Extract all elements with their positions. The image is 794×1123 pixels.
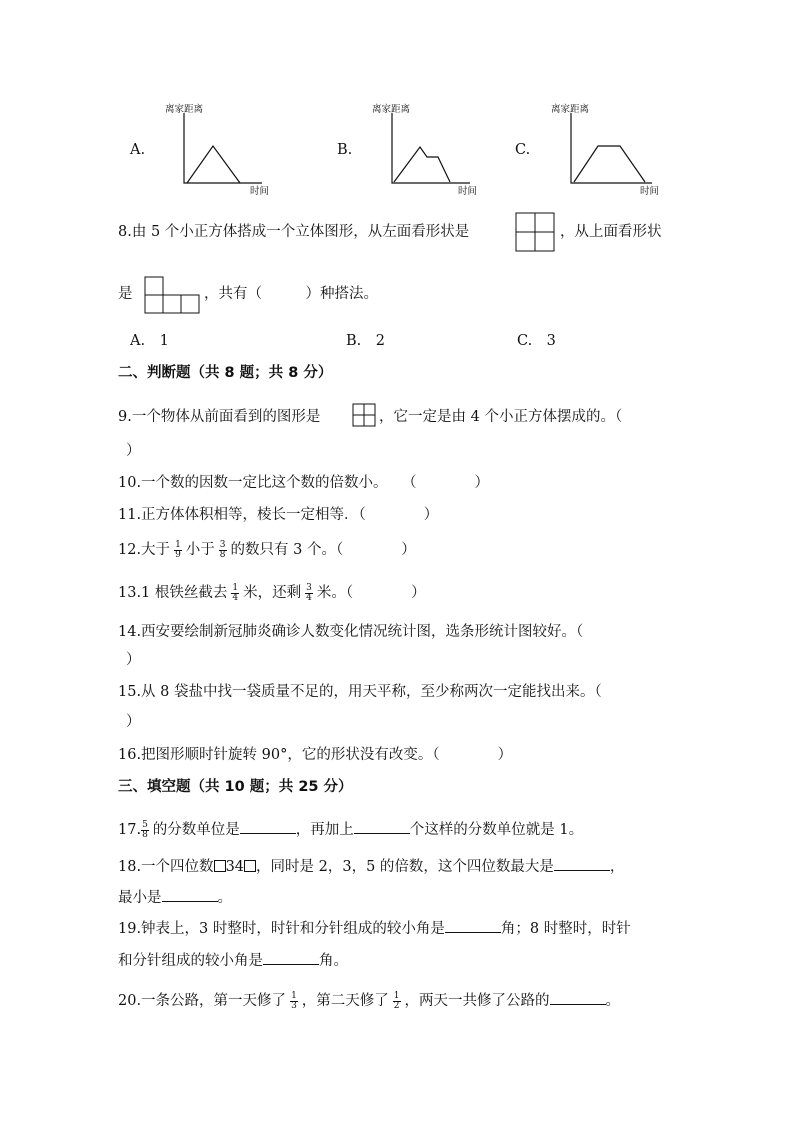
q18-end: ， [609, 859, 625, 875]
q17-blank-1[interactable] [240, 819, 296, 834]
q19-mid: 角；8 时整时，时针 [500, 921, 631, 937]
q8-option-b[interactable]: B. 2 [346, 333, 385, 349]
q17-mid2: ，再加上 [295, 822, 354, 838]
section-3-title: 三、填空题（共 10 题；共 25 分） [118, 779, 353, 795]
q17-fraction: $\frac{5}{8}$ [142, 819, 148, 840]
q8-line2-tail: ，共有（ ）种搭法。 [204, 286, 378, 302]
q20-fraction-1: $\frac{1}{3}$ [291, 990, 297, 1011]
q20-blank[interactable] [550, 990, 606, 1005]
q8-line2-head: 是 [118, 286, 133, 302]
q19-line1 [118, 918, 631, 939]
q18-line2-end: 。 [217, 890, 232, 906]
q12-tail: 的数只有 3 个。（ ） [230, 542, 416, 558]
q13-head: 13.1 根铁丝截去 [118, 585, 228, 601]
q11: 11.正方体体积相等，棱长一定相等．（ ） [118, 507, 439, 523]
q18-empty-box-2 [244, 860, 256, 872]
option-b-label[interactable]: B. [337, 142, 353, 158]
q13 [118, 583, 426, 603]
q18-line2-head: 最小是 [118, 890, 162, 906]
q17 [118, 819, 583, 840]
q14-text: 14.西安要绘制新冠肺炎确诊人数变化情况统计图，选条形统计图较好。（ [118, 624, 584, 640]
q13-fraction-2: $\frac{3}{4}$ [306, 582, 312, 603]
q9-head: 9.一个物体从前面看到的图形是 [118, 409, 321, 425]
top-view-figure [144, 276, 202, 314]
q10: 10.一个数的因数一定比这个数的倍数小。 （ ） [118, 475, 490, 491]
q9-wrap: ） [126, 443, 141, 459]
q13-tail: 米。（ ） [316, 585, 426, 601]
q20-head: 20.一条公路，第一天修了 [118, 993, 287, 1009]
graph-c [0, 0, 794, 200]
q12-fraction-2: $\frac{3}{8}$ [219, 539, 226, 560]
q18-head: 18.一个四位数 [118, 859, 214, 875]
q8-option-a[interactable]: A. 1 [130, 333, 169, 349]
q18-line2 [118, 887, 232, 908]
q18-blank-1[interactable] [554, 856, 610, 871]
front-view-figure [352, 403, 378, 429]
q17-mid: 的分数单位是 [152, 822, 240, 838]
q19-blank-2[interactable] [263, 950, 319, 965]
q18-line1 [118, 856, 624, 877]
graph-c-xlabel: 时间 [640, 186, 660, 197]
graph-b-ylabel: 离家距离 [372, 104, 411, 115]
option-c-label[interactable]: C. [515, 142, 531, 158]
q19-line2 [118, 950, 348, 971]
q13-mid: 米，还剩 [243, 585, 302, 601]
q16: 16.把图形顺时针旋转 90°，它的形状没有改变。（ ） [118, 747, 513, 763]
q12-head: 12.大于 [118, 542, 171, 558]
q13-fraction-1: $\frac{1}{4}$ [232, 582, 239, 603]
q14-wrap: ） [126, 652, 141, 668]
q17-tail: 个这样的分数单位就是 1。 [409, 822, 584, 838]
q9-tail: ，它一定是由 4 个小正方体摆成的。（ [379, 409, 623, 425]
q18-empty-box-1 [214, 860, 226, 872]
q18-mid: 34 [225, 859, 245, 875]
q12-mid: 小于 [185, 542, 215, 558]
q20-mid: ，第二天修了 [301, 993, 389, 1009]
q20-tail: ，两天一共修了公路的 [404, 993, 550, 1009]
q8-option-c[interactable]: C. 3 [517, 333, 556, 349]
q18-tail: ，同时是 2，3，5 的倍数，这个四位数最大是 [256, 859, 554, 875]
graph-b-xlabel: 时间 [458, 186, 478, 197]
graph-c-ylabel: 离家距离 [551, 104, 590, 115]
q19-line2-end: 角。 [319, 953, 348, 969]
option-a-label[interactable]: A. [130, 142, 146, 158]
q8-line1: 8.由 5 个小正方体搭成一个立体图形，从左面看形状是 [118, 224, 470, 240]
q18-blank-2[interactable] [162, 887, 218, 902]
q19-line2-head: 和分针组成的较小角是 [118, 953, 263, 969]
q19-head: 19.钟表上，3 时整时，时针和分针组成的较小角是 [118, 921, 445, 937]
q15-wrap: ） [126, 714, 141, 730]
q8-line1-tail: ，从上面看形状 [560, 224, 662, 240]
q12-fraction-1: $\frac{1}{9}$ [175, 539, 181, 560]
left-view-figure [515, 212, 555, 252]
q20-end: 。 [605, 993, 621, 1009]
q19-blank-1[interactable] [445, 918, 501, 933]
q12 [118, 540, 416, 560]
graph-a-ylabel: 离家距离 [165, 104, 204, 115]
graph-a-xlabel: 时间 [250, 186, 270, 197]
q15-text: 15.从 8 袋盐中找一袋质量不足的，用天平称，至少称两次一定能找出来。（ [118, 684, 602, 700]
section-2-title: 二、判断题（共 8 题；共 8 分） [118, 365, 333, 381]
q20-fraction-2: $\frac{1}{2}$ [393, 990, 400, 1011]
q20 [118, 990, 620, 1011]
q17-blank-2[interactable] [354, 819, 410, 834]
q17-head: 17. [118, 822, 142, 838]
